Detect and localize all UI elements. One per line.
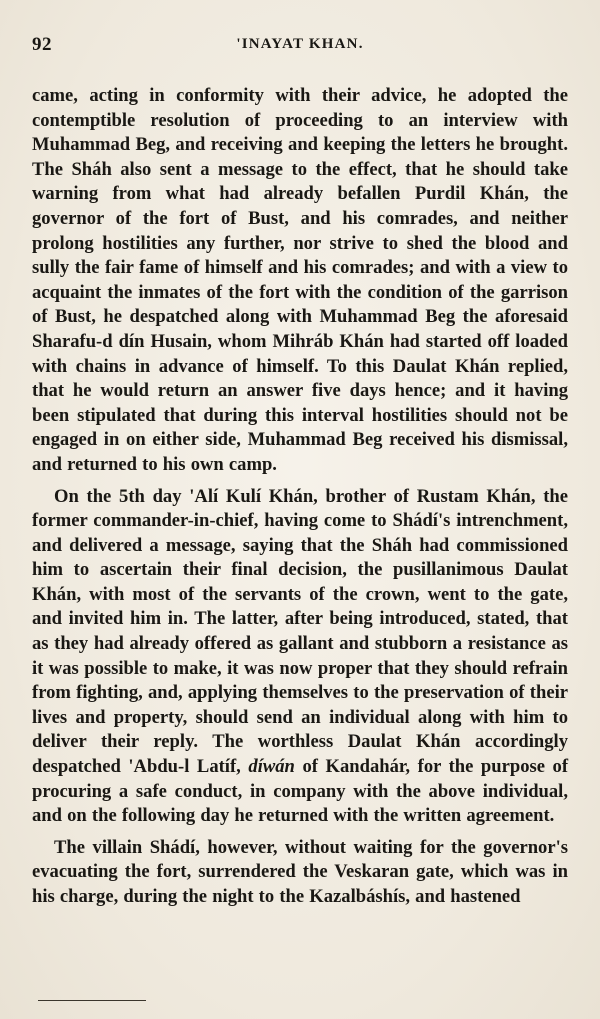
paragraph-2-italic-term: díwán: [248, 756, 295, 778]
paragraph-2-text-after: of Kandahár, for the purpose of procuring a safe conduct, in company with the above individual, and on the following day he returned with the written agreement.: [32, 756, 569, 827]
running-title: 'INAYAT KHAN.: [236, 36, 364, 52]
paragraph-1: came, acting in conformity with their advice, he adopted the contemptible resolution of proceeding to an interview with Muhammad Beg, and receiving and keeping the letters he brought. The Sháh also sent a message to the effect, that he should take warning from what had already befallen Purdil Khán, the governor of the fort of Bust, and his comrades, and neither prolong hostilities any further, nor strive to shed the blood and sully the fair fame of himself and his comrades; and with a view to acquaint the inmates of the fort with the condition of the garrison of Bust, he despatched along with Muhammad Beg the aforesaid Sharafu-d dín Husain, whom Mihráb Khán had started off loaded with chains in advance of himself. To this Daulat Khán replied, that he would return an answer five days hence; and it having been stipulated that during this interval hostilities should not be engaged in on either side, Muhammad Beg received his dismissal, and returned to his own camp.: [32, 85, 568, 475]
footnote-rule: [38, 1000, 146, 1001]
paragraph-3: The villain Shádí, however, without waiting for the governor's evacuating the fort, surrendered the Veskaran gate, which was in his charge, during the night to the Kazalbáshís, and hastened: [32, 836, 568, 907]
running-head: [32, 34, 568, 60]
paragraph-2-text-before: On the 5th day 'Alí Kulí Khán, brother of Rustam Khán, the former commander-in-chief, having come to Shádí's intrenchment, and delivered a message, saying that the Sháh had commissioned him to ascertain their final decision, the pusillanimous Daulat Khán, with most of the servants of the crown, went to the gate, and invited him in. The latter, after being introduced, stated, that as they had already offered as gallant and stubborn a resistance as it was possible to make, it was now proper that they should refrain from fighting, and, applying themselves to the preservation of their lives and property, should send an individual along with him to deliver their reply. The worthless Daulat Khán accordingly despatched 'Abdu-l Latíf,: [32, 485, 568, 778]
body-text: [32, 84, 568, 910]
page-number: 92: [32, 34, 52, 55]
paragraph-2: [32, 485, 568, 829]
